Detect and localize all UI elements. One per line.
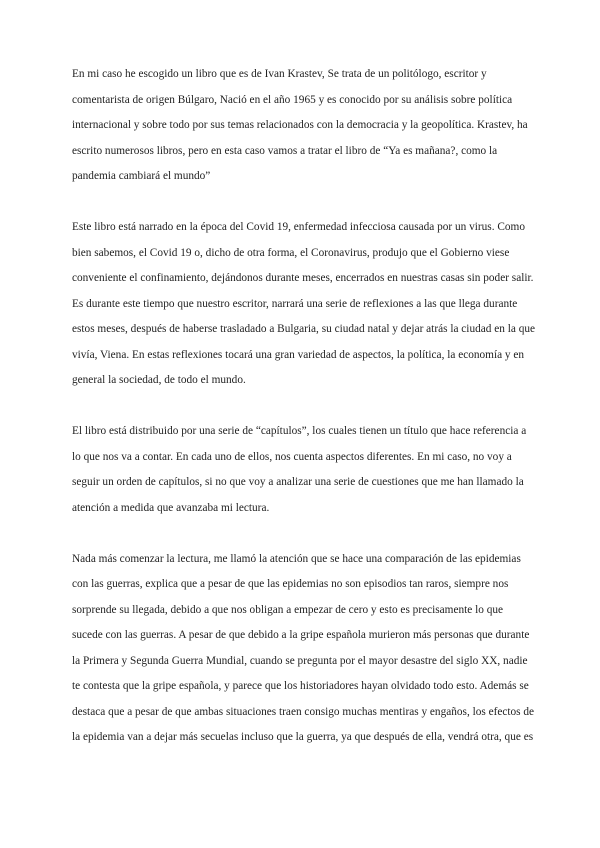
paragraph-analysis — [72, 547, 535, 751]
text-line: En mi caso he escogido un libro que es de Ivan Krastev, Se trata de un politólogo, escritor y — [72, 68, 487, 80]
text-line: Es durante este tiempo que nuestro escritor, narrará una serie de reflexiones a las que llega durante — [72, 297, 518, 310]
paragraph-structure — [72, 419, 532, 521]
text-line: vivía, Viena. En estas reflexiones tocará una gran variedad de aspectos, la política, la economía y en — [72, 348, 525, 361]
text-line: El libro está distribuido por una serie de “capítulos”, los cuales tienen un título que hace referencia a — [72, 425, 527, 437]
text-line: te contesta que la gripe española, y parece que los historiadores hayan olvidado todo esto. Además se — [72, 680, 529, 692]
text-line: Este libro está narrado en la época del Covid 19, enfermedad infecciosa causada por un virus. Como — [72, 221, 525, 233]
text-line: general la sociedad, de todo el mundo. — [72, 374, 246, 386]
text-line: bien sabemos, el Covid 19 o, dicho de otra forma, el Coronavirus, produjo que el Gobierno viese — [72, 246, 510, 259]
text-line: lo que nos va a contar. En cada uno de ellos, nos cuenta aspectos diferentes. En mi caso, no voy a — [72, 450, 512, 463]
text-line: estos meses, después de haberse trasladado a Bulgaria, su ciudad natal y dejar atrás la ciudad en la que — [72, 323, 536, 335]
text-line: la Primera y Segunda Guerra Mundial, cuando se pregunta por el mayor desastre del siglo XX, nadie — [72, 654, 528, 667]
text-line: escrito numerosos libros, pero en esta caso vamos a tratar el libro de “Ya es mañana?, como la — [72, 144, 498, 157]
text-line: pandemia cambiará el mundo” — [72, 170, 211, 182]
paragraph-context — [72, 215, 536, 394]
text-line: atención a medida que avanzaba mi lectura. — [72, 501, 270, 514]
text-line: comentarista de origen Búlgaro, Nació en el año 1965 y es conocido por su análisis sobre política — [72, 93, 513, 106]
text-line: sorprende su llegada, debido a que nos obligan a empezar de cero y esto es precisamente lo que — [72, 603, 504, 616]
text-line: con las guerras, explica que a pesar de que las epidemias no son episodios tan raros, siempre nos — [72, 578, 509, 590]
text-line: Nada más comenzar la lectura, me llamó la atención que se hace una comparación de las epidemias — [72, 552, 521, 565]
document-page — [72, 62, 536, 751]
text-line: destaca que a pesar de que ambas situaciones traen consigo muchas mentiras y engaños, los efectos de — [72, 705, 535, 718]
text-line: conveniente el confinamiento, dejándonos durante meses, encerrados en nuestras casas sin poder salir. — [72, 272, 534, 284]
text-line: sucede con las guerras. A pesar de que debido a la gripe española murieron más personas que durante — [72, 629, 530, 641]
paragraph-intro — [72, 62, 532, 190]
text-line: la epidemia van a dejar más secuelas incluso que la guerra, ya que después de ella, vendrá otra, que es — [72, 731, 534, 743]
text-line: internacional y sobre todo por sus temas relacionados con la democracia y la geopolítica. Krastev, ha — [72, 119, 528, 131]
text-line: seguir un orden de capítulos, si no que voy a analizar una serie de cuestiones que me han llamado la — [72, 476, 524, 488]
